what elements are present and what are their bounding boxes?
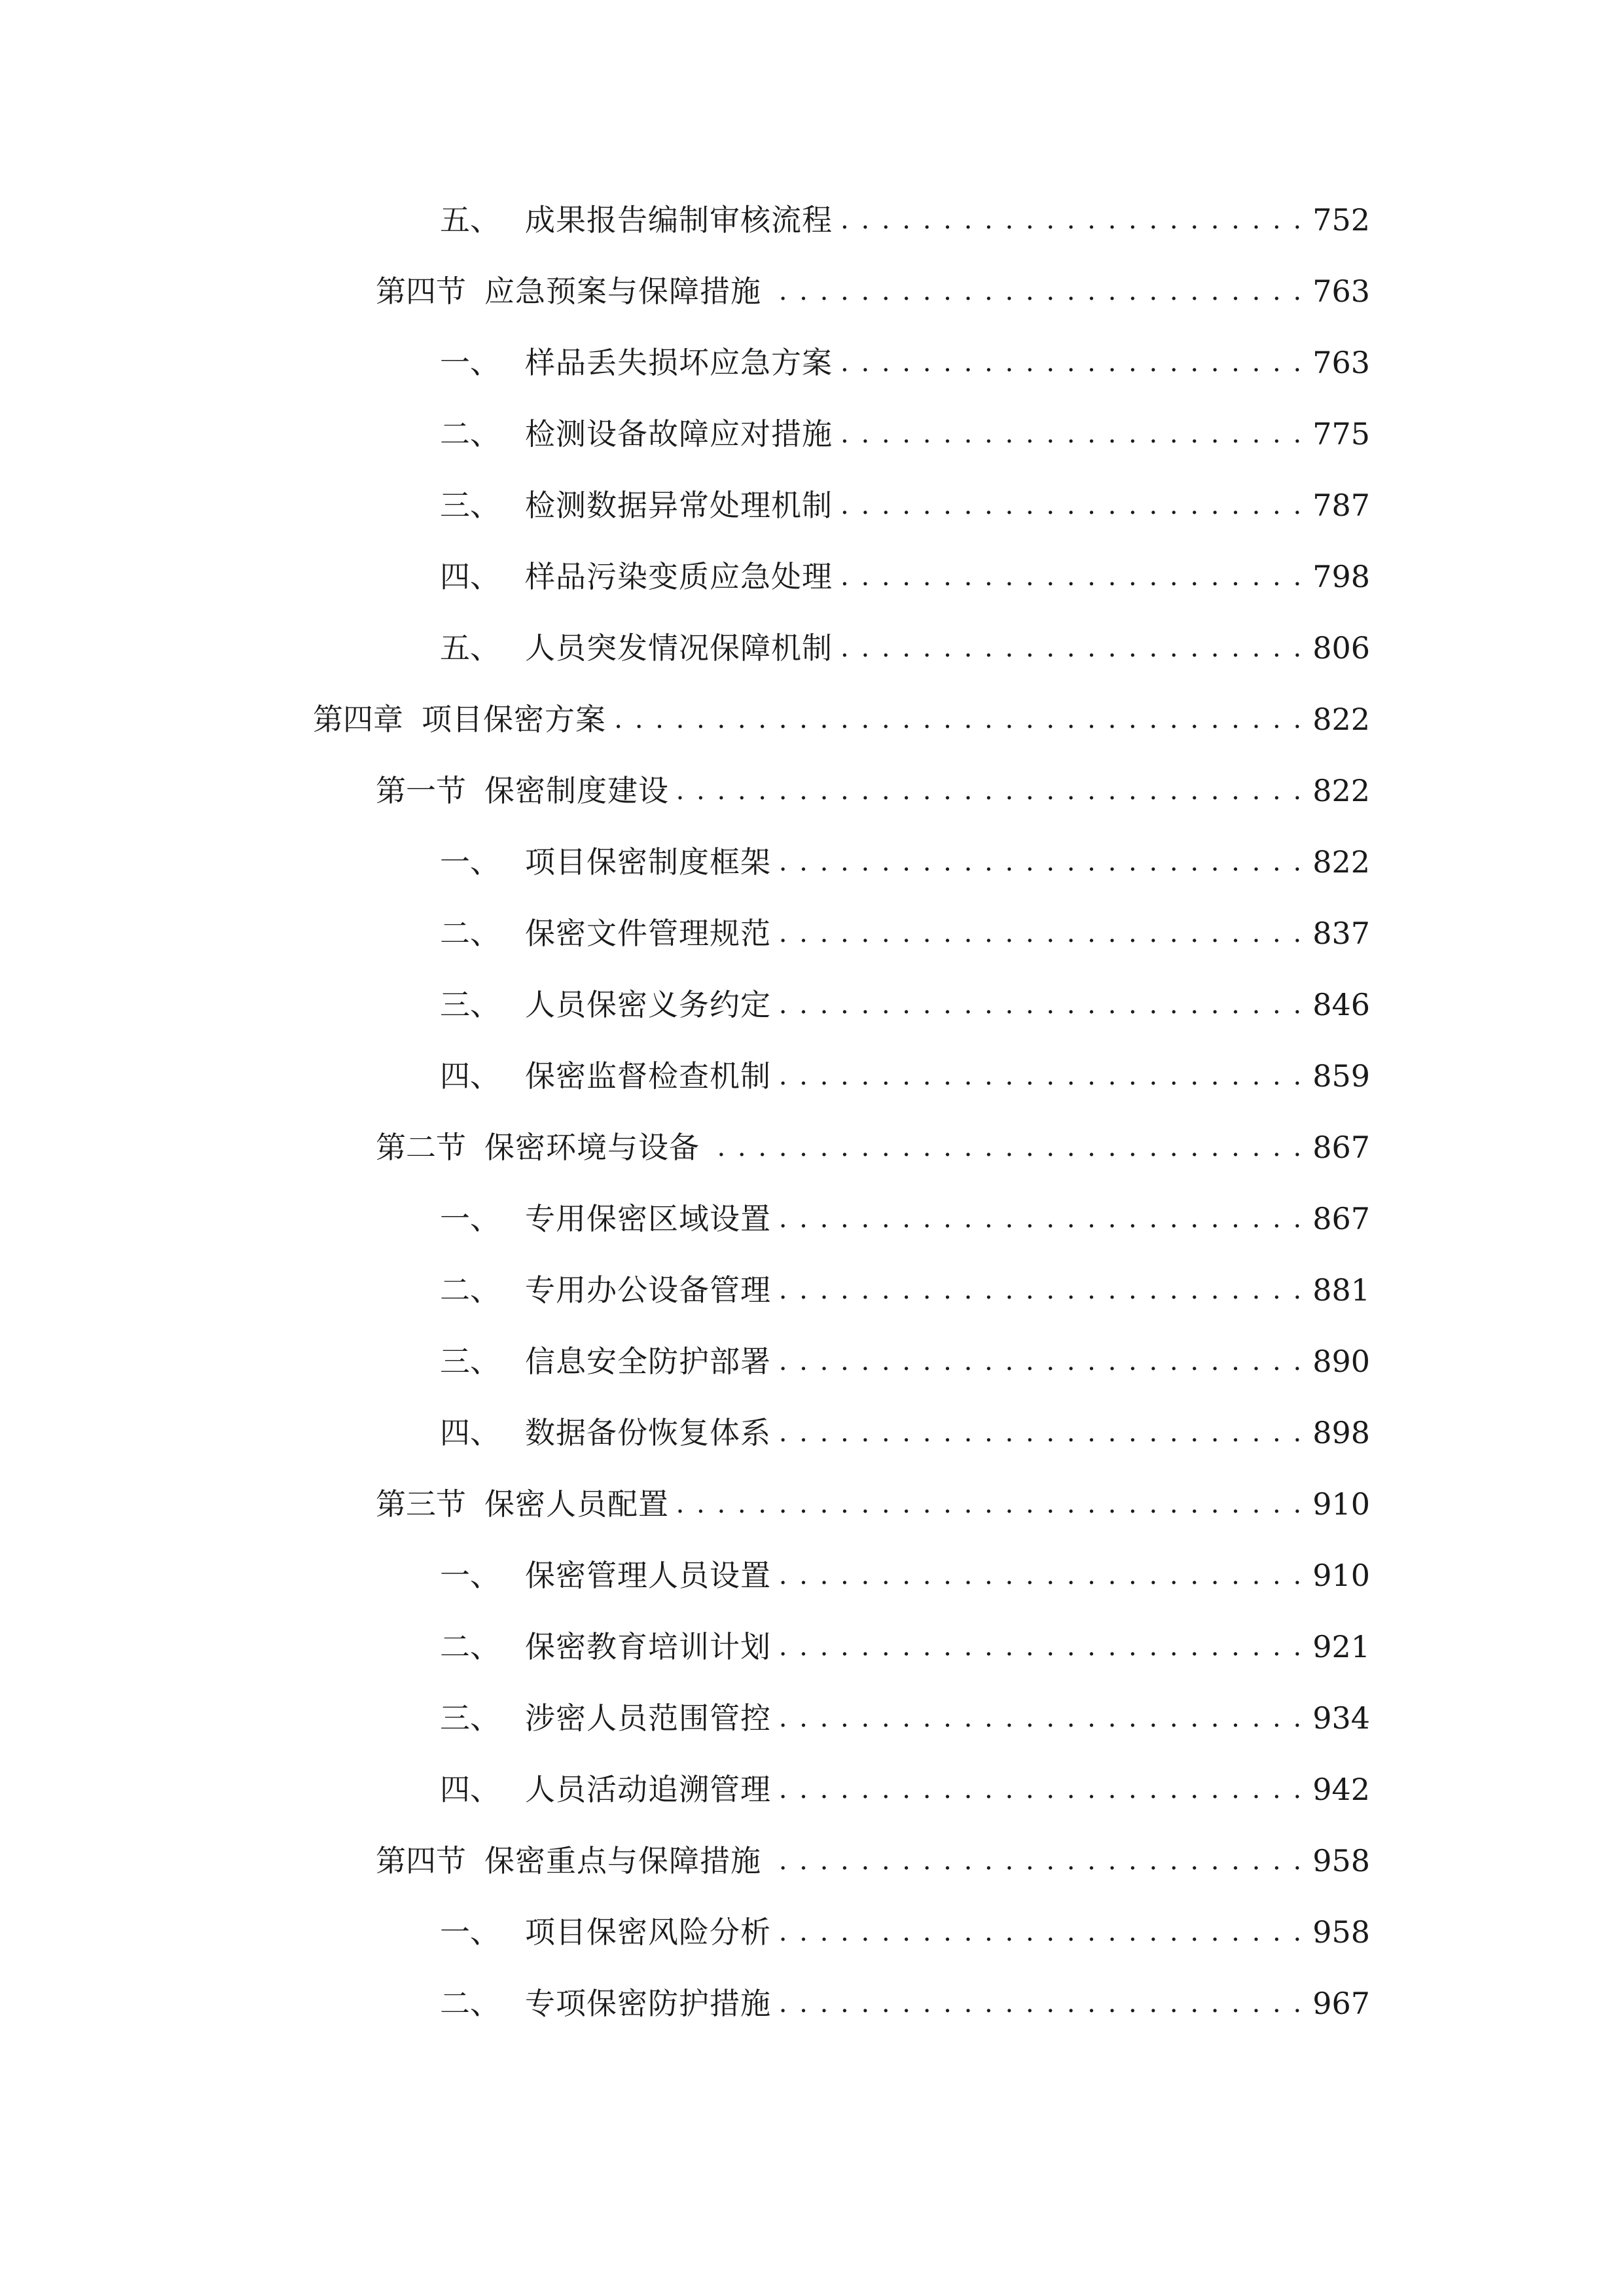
toc-entry-number: 二、	[440, 416, 500, 452]
toc-entry-title: 保密人员配置	[484, 1486, 669, 1522]
toc-entry-page: 910	[1312, 1558, 1370, 1593]
toc-entry-number: 第二节	[376, 1130, 466, 1165]
toc-entry-page: 822	[1312, 773, 1370, 808]
toc-entry-number: 二、	[440, 1629, 500, 1664]
toc-entry[interactable]	[376, 1121, 1370, 1174]
toc-entry-title: 涉密人员范围管控	[525, 1700, 771, 1736]
toc-entry-number: 五、	[440, 202, 500, 238]
toc-entry[interactable]	[440, 1692, 1370, 1744]
toc-entry-number: 第四章	[313, 702, 403, 737]
dot-leader	[776, 1050, 1303, 1102]
toc-entry-page: 859	[1312, 1058, 1370, 1094]
toc-entry-number: 二、	[440, 916, 500, 951]
toc-entry[interactable]	[440, 1621, 1370, 1673]
toc-entry-page: 958	[1312, 1843, 1370, 1878]
toc-entry-title: 专用办公设备管理	[525, 1272, 771, 1308]
dot-leader	[767, 1835, 1303, 1887]
dot-leader	[776, 1763, 1303, 1816]
dot-leader	[838, 336, 1303, 389]
toc-entry-number: 一、	[440, 1201, 500, 1236]
dot-leader	[838, 622, 1303, 674]
toc-entry[interactable]	[376, 265, 1370, 317]
toc-entry-number: 第四节	[376, 1843, 466, 1878]
dot-leader	[776, 1906, 1303, 1958]
toc-entry-number: 四、	[440, 1058, 500, 1094]
toc-entry[interactable]	[440, 1193, 1370, 1245]
toc-entry-page: 898	[1312, 1415, 1370, 1450]
toc-entry-title: 专用保密区域设置	[525, 1201, 771, 1236]
toc-entry-title: 应急预案与保障措施	[484, 274, 761, 309]
dot-leader	[838, 194, 1303, 246]
toc-entry-page: 934	[1312, 1700, 1370, 1736]
toc-entry[interactable]	[440, 1335, 1370, 1388]
toc-entry-title: 人员突发情况保障机制	[525, 630, 833, 666]
toc-entry-page: 752	[1312, 202, 1370, 238]
dot-leader	[776, 1335, 1303, 1388]
toc-entry-title: 专项保密防护措施	[525, 1986, 771, 2021]
dot-leader	[776, 1264, 1303, 1316]
toc-entry[interactable]	[440, 550, 1370, 603]
toc-entry-chapter[interactable]	[313, 693, 1370, 745]
toc-entry-page: 881	[1312, 1272, 1370, 1308]
dot-leader	[776, 836, 1303, 888]
toc-entry-title: 样品丢失损坏应急方案	[525, 345, 833, 380]
toc-entry[interactable]	[440, 1549, 1370, 1602]
toc-entry-page: 910	[1312, 1486, 1370, 1522]
toc-entry[interactable]	[440, 479, 1370, 531]
toc-entry-title: 项目保密制度框架	[525, 844, 771, 880]
toc-entry[interactable]	[440, 1906, 1370, 1958]
toc-entry-title: 人员保密义务约定	[525, 987, 771, 1022]
toc-entry-page: 822	[1312, 702, 1370, 737]
toc-entry-page: 775	[1312, 416, 1370, 452]
toc-entry-title: 项目保密风险分析	[525, 1914, 771, 1950]
dot-leader	[776, 1549, 1303, 1602]
toc-entry-page: 763	[1312, 345, 1370, 380]
toc-entry[interactable]	[440, 1050, 1370, 1102]
toc-entry-page: 787	[1312, 488, 1370, 523]
dot-leader	[611, 693, 1303, 745]
toc-entry-page: 806	[1312, 630, 1370, 666]
toc-entry-number: 五、	[440, 630, 500, 666]
toc-entry-number: 一、	[440, 844, 500, 880]
toc-entry-number: 二、	[440, 1986, 500, 2021]
toc-entry-title: 人员活动追溯管理	[525, 1772, 771, 1807]
toc-entry-number: 第四节	[376, 274, 466, 309]
dot-leader	[674, 764, 1303, 817]
toc-entry-title: 保密制度建设	[484, 773, 669, 808]
toc-entry-number: 三、	[440, 488, 500, 523]
toc-entry[interactable]	[440, 1977, 1370, 2030]
toc-entry-title: 保密重点与保障措施	[484, 1843, 761, 1878]
toc-entry-number: 一、	[440, 1914, 500, 1950]
toc-entry-title: 信息安全防护部署	[525, 1344, 771, 1379]
toc-entry-title: 保密文件管理规范	[525, 916, 771, 951]
toc-entry-number: 三、	[440, 1700, 500, 1736]
toc-entry-page: 798	[1312, 559, 1370, 594]
toc-entry-title: 保密监督检查机制	[525, 1058, 771, 1094]
toc-entry-title: 样品污染变质应急处理	[525, 559, 833, 594]
dot-leader	[776, 1977, 1303, 2030]
toc-entry[interactable]	[376, 1835, 1370, 1887]
toc-entry-title: 保密环境与设备	[484, 1130, 700, 1165]
dot-leader	[776, 1692, 1303, 1744]
toc-entry-page: 967	[1312, 1986, 1370, 2021]
toc-entry-number: 三、	[440, 987, 500, 1022]
toc-entry-number: 第三节	[376, 1486, 466, 1522]
toc-entry-page: 846	[1312, 987, 1370, 1022]
dot-leader	[838, 408, 1303, 460]
toc-entry-page: 867	[1312, 1201, 1370, 1236]
toc-entry-page: 837	[1312, 916, 1370, 951]
toc-entry[interactable]	[440, 194, 1370, 246]
toc-entry-number: 一、	[440, 345, 500, 380]
toc-entry-page: 958	[1312, 1914, 1370, 1950]
dot-leader	[767, 265, 1303, 317]
toc-entry-title: 保密管理人员设置	[525, 1558, 771, 1593]
toc-entry-page: 942	[1312, 1772, 1370, 1807]
toc-entry[interactable]	[440, 1264, 1370, 1316]
dot-leader	[838, 550, 1303, 603]
toc-entry-page: 890	[1312, 1344, 1370, 1379]
toc-entry-number: 三、	[440, 1344, 500, 1379]
dot-leader	[776, 1193, 1303, 1245]
dot-leader	[705, 1121, 1303, 1174]
toc-entry-title: 成果报告编制审核流程	[525, 202, 833, 238]
toc-entry-number: 第一节	[376, 773, 466, 808]
toc-entry-page: 921	[1312, 1629, 1370, 1664]
dot-leader	[838, 479, 1303, 531]
dot-leader	[776, 1621, 1303, 1673]
toc-entry[interactable]	[440, 336, 1370, 389]
toc-entry-title: 项目保密方案	[422, 702, 606, 737]
toc-entry-number: 二、	[440, 1272, 500, 1308]
toc-entry[interactable]	[440, 622, 1370, 674]
dot-leader	[776, 907, 1303, 960]
toc-entry-page: 867	[1312, 1130, 1370, 1165]
toc-entry-title: 保密教育培训计划	[525, 1629, 771, 1664]
toc-entry-number: 一、	[440, 1558, 500, 1593]
toc-entry-title: 数据备份恢复体系	[525, 1415, 771, 1450]
toc-entry-title: 检测数据异常处理机制	[525, 488, 833, 523]
toc-entry[interactable]	[376, 1478, 1370, 1530]
dot-leader	[674, 1478, 1303, 1530]
toc-entry-page: 822	[1312, 844, 1370, 880]
toc-entry[interactable]	[440, 978, 1370, 1031]
dot-leader	[776, 1407, 1303, 1459]
toc-entry[interactable]	[440, 408, 1370, 460]
toc-entry[interactable]	[440, 907, 1370, 960]
dot-leader	[776, 978, 1303, 1031]
toc-entry-title: 检测设备故障应对措施	[525, 416, 833, 452]
toc-entry-page: 763	[1312, 274, 1370, 309]
toc-entry-number: 四、	[440, 559, 500, 594]
toc-entry[interactable]	[376, 764, 1370, 817]
toc-entry[interactable]	[440, 836, 1370, 888]
toc-entry-number: 四、	[440, 1415, 500, 1450]
toc-entry-number: 四、	[440, 1772, 500, 1807]
toc-entry[interactable]	[440, 1407, 1370, 1459]
toc-entry[interactable]	[440, 1763, 1370, 1816]
